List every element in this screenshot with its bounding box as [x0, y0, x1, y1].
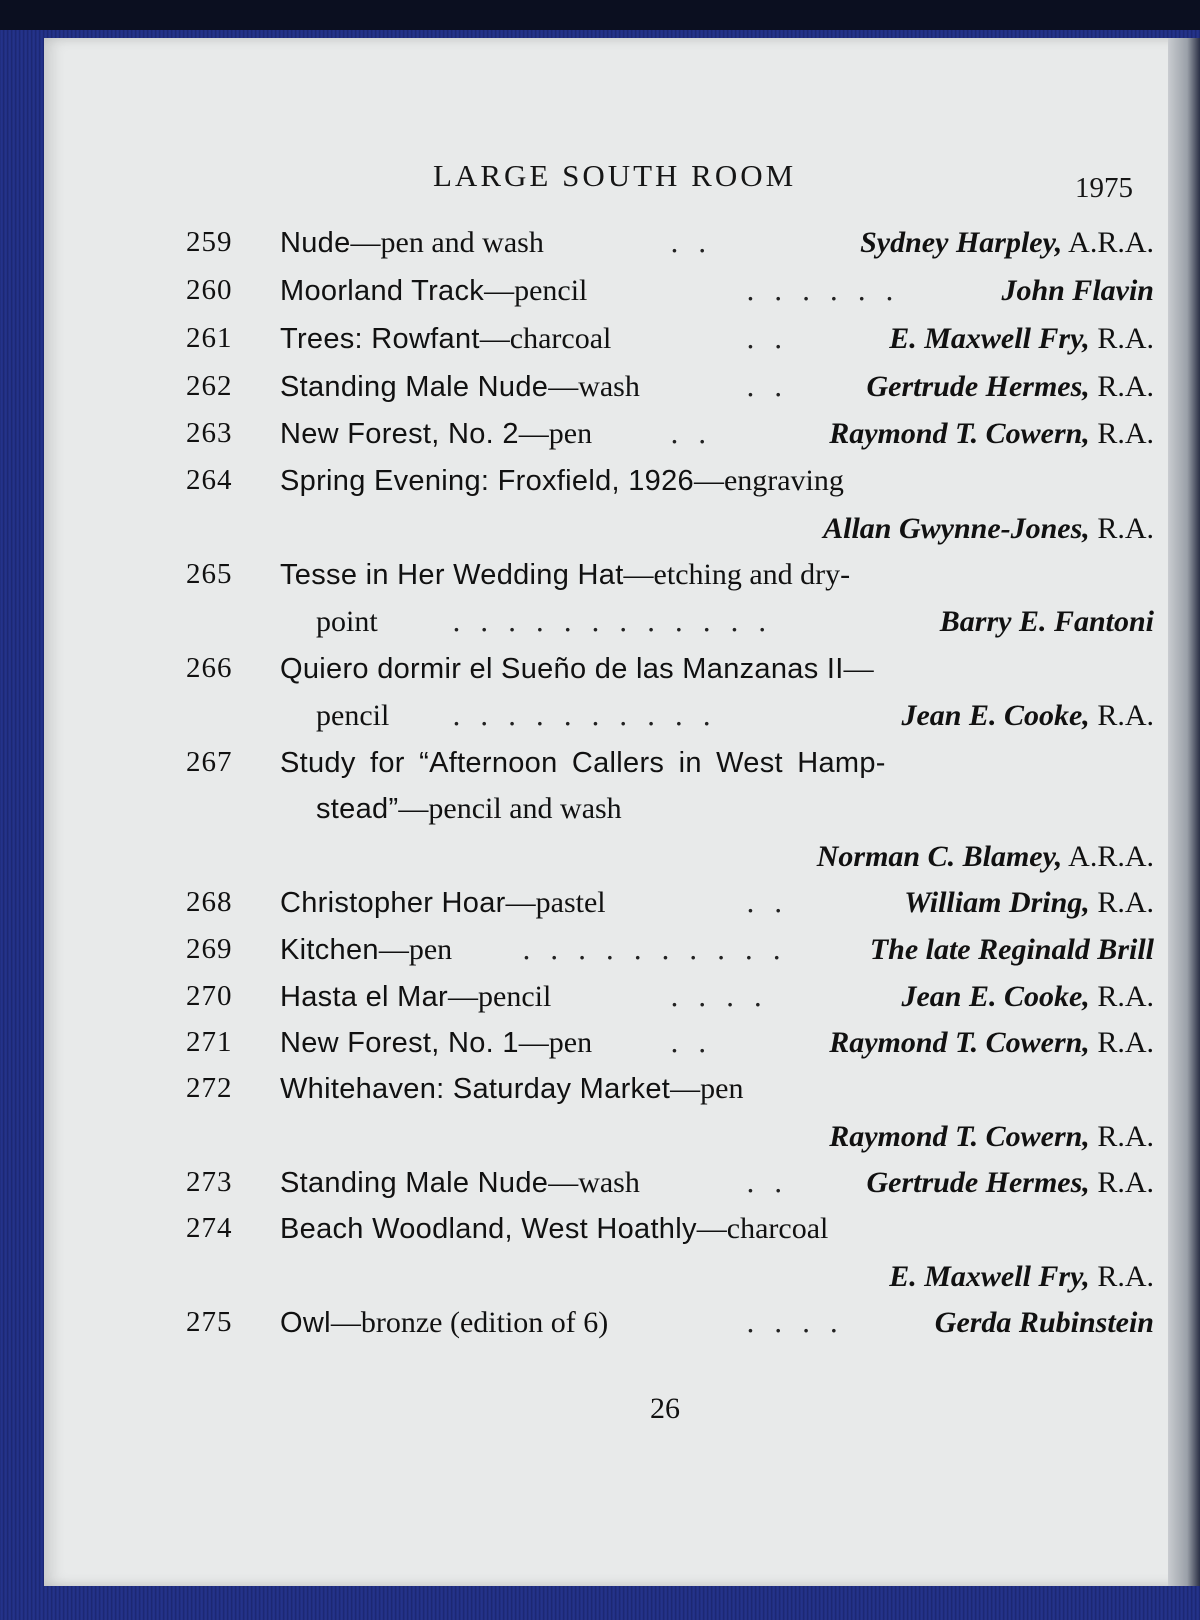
entry-title: Whitehaven: Saturday Market—pen: [280, 1072, 744, 1105]
entry-number: 273: [186, 1166, 233, 1198]
leader-dots: . .: [670, 226, 712, 259]
entry-260: [0, 274, 1200, 318]
entry-title: New Forest, No. 1—pen: [280, 1026, 593, 1059]
entry-number: 260: [186, 274, 233, 306]
entry-number: 264: [186, 464, 233, 496]
year: 1975: [1075, 172, 1133, 204]
entry-271: [0, 1026, 1200, 1070]
entry-medium-continued: point: [316, 605, 378, 638]
entry-artist: E. Maxwell Fry, R.A.: [889, 322, 1154, 355]
page-number: 26: [650, 1392, 680, 1425]
entry-artist: William Dring, R.A.: [904, 886, 1154, 919]
entry-title: Study for “Afternoon Callers in West Hamp-: [280, 747, 886, 779]
leader-dots: . .: [670, 1026, 712, 1059]
entry-number: 261: [186, 322, 233, 354]
leader-dots: . .: [746, 370, 788, 403]
entry-artist: Jean E. Cooke, R.A.: [901, 699, 1154, 732]
entry-artist: Gertrude Hermes, R.A.: [866, 1166, 1154, 1199]
entry-artist: Raymond T. Cowern, R.A.: [829, 1120, 1154, 1153]
leader-dots: . .: [746, 886, 788, 919]
entry-number: 262: [186, 370, 233, 402]
entry-269: [0, 933, 1200, 977]
entry-artist: Sydney Harpley, A.R.A.: [860, 226, 1154, 259]
entry-266-continuation: [0, 699, 1200, 743]
entry-title: Trees: Rowfant—charcoal: [280, 322, 612, 355]
entry-number: 272: [186, 1072, 233, 1104]
entry-title: Nude—pen and wash: [280, 226, 544, 259]
entry-artist: John Flavin: [1001, 274, 1154, 307]
entry-267-continuation: [0, 792, 1200, 836]
entry-title: Moorland Track—pencil: [280, 274, 588, 307]
entry-title: Standing Male Nude—wash: [280, 1166, 640, 1199]
entry-272-attribution: [0, 1120, 1200, 1164]
entry-number: 275: [186, 1306, 233, 1338]
leader-dots: . .: [746, 322, 788, 355]
entry-title: Quiero dormir el Sueño de las Manzanas II—: [280, 652, 874, 685]
entry-artist: Raymond T. Cowern, R.A.: [829, 417, 1154, 450]
entry-263: [0, 417, 1200, 461]
entry-title: Christopher Hoar—pastel: [280, 886, 606, 919]
entry-270: [0, 980, 1200, 1024]
entry-261: [0, 322, 1200, 366]
leader-dots: . . . .: [746, 1306, 844, 1339]
entry-artist: Norman C. Blamey, A.R.A.: [816, 840, 1154, 873]
entry-number: 270: [186, 980, 233, 1012]
entry-title: Spring Evening: Froxfield, 1926—engraving: [280, 464, 844, 497]
entry-264: [0, 464, 1200, 508]
entry-number: 271: [186, 1026, 233, 1058]
entry-265-continuation: [0, 605, 1200, 649]
entry-number: 268: [186, 886, 233, 918]
entry-title: Kitchen—pen: [280, 933, 453, 966]
entry-273: [0, 1166, 1200, 1210]
entry-medium-continued: pencil: [316, 699, 390, 732]
leader-dots: . .: [670, 417, 712, 450]
entry-267-attribution: [0, 840, 1200, 884]
entry-title-continued: stead”—pencil and wash: [316, 792, 622, 825]
entry-number: 274: [186, 1212, 233, 1244]
entry-262: [0, 370, 1200, 414]
entry-264-attribution: [0, 512, 1200, 556]
entry-number: 263: [186, 417, 233, 449]
entry-title: New Forest, No. 2—pen: [280, 417, 593, 450]
entry-artist: The late Reginald Brill: [869, 933, 1154, 966]
entry-artist: Gerda Rubinstein: [934, 1306, 1154, 1339]
entry-number: 265: [186, 558, 233, 590]
entry-number: 266: [186, 652, 233, 684]
entry-artist: E. Maxwell Fry, R.A.: [889, 1260, 1154, 1293]
leader-dots: . . . . . . . . . .: [452, 699, 717, 732]
entry-274-attribution: [0, 1260, 1200, 1304]
entry-267: [0, 746, 1200, 790]
entry-artist: Allan Gwynne-Jones, R.A.: [823, 512, 1154, 545]
entry-artist: Jean E. Cooke, R.A.: [901, 980, 1154, 1013]
entry-274: [0, 1212, 1200, 1256]
running-head: LARGE SOUTH ROOM: [433, 158, 797, 193]
entry-artist: Raymond T. Cowern, R.A.: [829, 1026, 1154, 1059]
entry-266: [0, 652, 1200, 696]
entry-number: 259: [186, 226, 233, 258]
entry-272: [0, 1072, 1200, 1116]
entry-title: Owl—bronze (edition of 6): [280, 1306, 609, 1339]
entry-number: 269: [186, 933, 233, 965]
entry-title: Beach Woodland, West Hoathly—charcoal: [280, 1212, 829, 1245]
leader-dots: . . . .: [670, 980, 768, 1013]
entry-artist: Gertrude Hermes, R.A.: [866, 370, 1154, 403]
entry-268: [0, 886, 1200, 930]
leader-dots: . .: [746, 1166, 788, 1199]
entry-title: Hasta el Mar—pencil: [280, 980, 552, 1013]
entry-275: [0, 1306, 1200, 1350]
entry-265: [0, 558, 1200, 602]
entry-259: [0, 226, 1200, 270]
leader-dots: . . . . . . . . . . . .: [452, 605, 772, 638]
entry-number: 267: [186, 746, 233, 778]
leader-dots: . . . . . . . . . .: [522, 933, 787, 966]
entry-title: Standing Male Nude—wash: [280, 370, 640, 403]
entry-artist: Barry E. Fantoni: [939, 605, 1154, 638]
entry-title: Tesse in Her Wedding Hat—etching and dry-: [280, 558, 851, 591]
leader-dots: . . . . . .: [746, 274, 899, 307]
